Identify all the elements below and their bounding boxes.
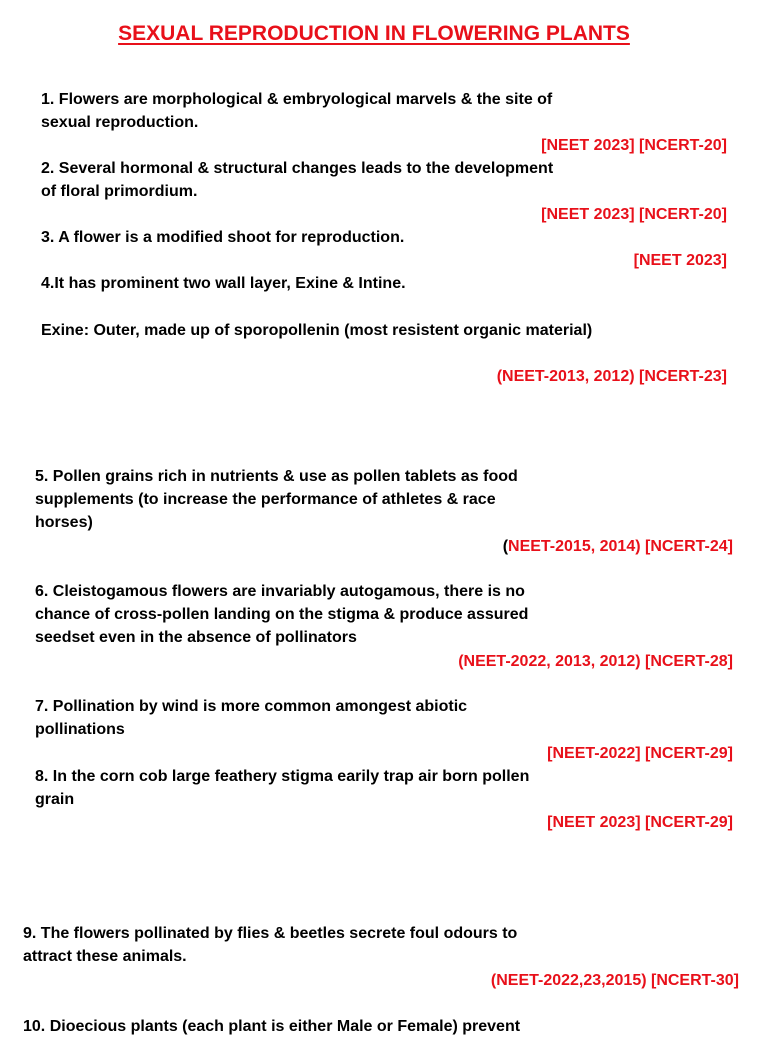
point-4-reference: (NEET-2013, 2012) [NCERT-23] — [496, 368, 727, 385]
page-title: SEXUAL REPRODUCTION IN FLOWERING PLANTS — [118, 22, 630, 45]
point-5-line-1: 5. Pollen grains rich in nutrients & use as pollen tablets as food — [35, 468, 518, 485]
point-2-line-2: of floral primordium. — [41, 183, 198, 200]
point-6-line-2: chance of cross-pollen landing on the stigma & produce assured — [35, 606, 529, 623]
point-7-line-1: 7. Pollination by wind is more common amongest abiotic — [35, 698, 468, 715]
point-7-line-2: pollinations — [35, 721, 125, 738]
point-9-line-2: attract these animals. — [23, 948, 187, 965]
point-1-line-1: 1. Flowers are morphological & embryological marvels & the site of — [41, 91, 553, 108]
point-8-line-2: grain — [35, 791, 75, 808]
point-5-line-3: horses) — [35, 514, 93, 531]
point-4-line-1: 4.It has prominent two wall layer, Exine & Intine. — [41, 275, 406, 292]
point-10-line-1: 10. Dioecious plants (each plant is either Male or Female) prevent — [23, 1018, 521, 1035]
point-1-reference: [NEET 2023] [NCERT-20] — [541, 137, 727, 154]
point-7-reference: [NEET-2022] [NCERT-29] — [547, 745, 733, 762]
point-3-reference: [NEET 2023] — [633, 252, 727, 269]
point-6-reference: (NEET-2022, 2013, 2012) [NCERT-28] — [458, 653, 733, 670]
point-9-line-1: 9. The flowers pollinated by flies & beetles secrete foul odours to — [23, 925, 518, 942]
point-5-reference-text: NEET-2015, 2014) [NCERT-24] — [508, 538, 733, 555]
point-2-line-1: 2. Several hormonal & structural changes leads to the development — [41, 160, 554, 177]
point-1-line-2: sexual reproduction. — [41, 114, 199, 131]
point-8-line-1: 8. In the corn cob large feathery stigma earily trap air born pollen — [35, 768, 530, 785]
point-9-reference: (NEET-2022,23,2015) [NCERT-30] — [490, 972, 739, 989]
point-3-line-1: 3. A flower is a modified shoot for reproduction. — [41, 229, 405, 246]
point-8-reference: [NEET 2023] [NCERT-29] — [547, 814, 733, 831]
point-5-reference — [503, 535, 733, 558]
point-6-line-3: seedset even in the absence of pollinators — [35, 629, 357, 646]
point-4-line-2: Exine: Outer, made up of sporopollenin (most resistent organic material) — [41, 322, 593, 339]
point-6-line-1: 6. Cleistogamous flowers are invariably autogamous, there is no — [35, 583, 525, 600]
point-5-line-2: supplements (to increase the performance of athletes & race — [35, 491, 496, 508]
point-5-reference-prefix: ( — [502, 538, 509, 555]
point-2-reference: [NEET 2023] [NCERT-20] — [541, 206, 727, 223]
